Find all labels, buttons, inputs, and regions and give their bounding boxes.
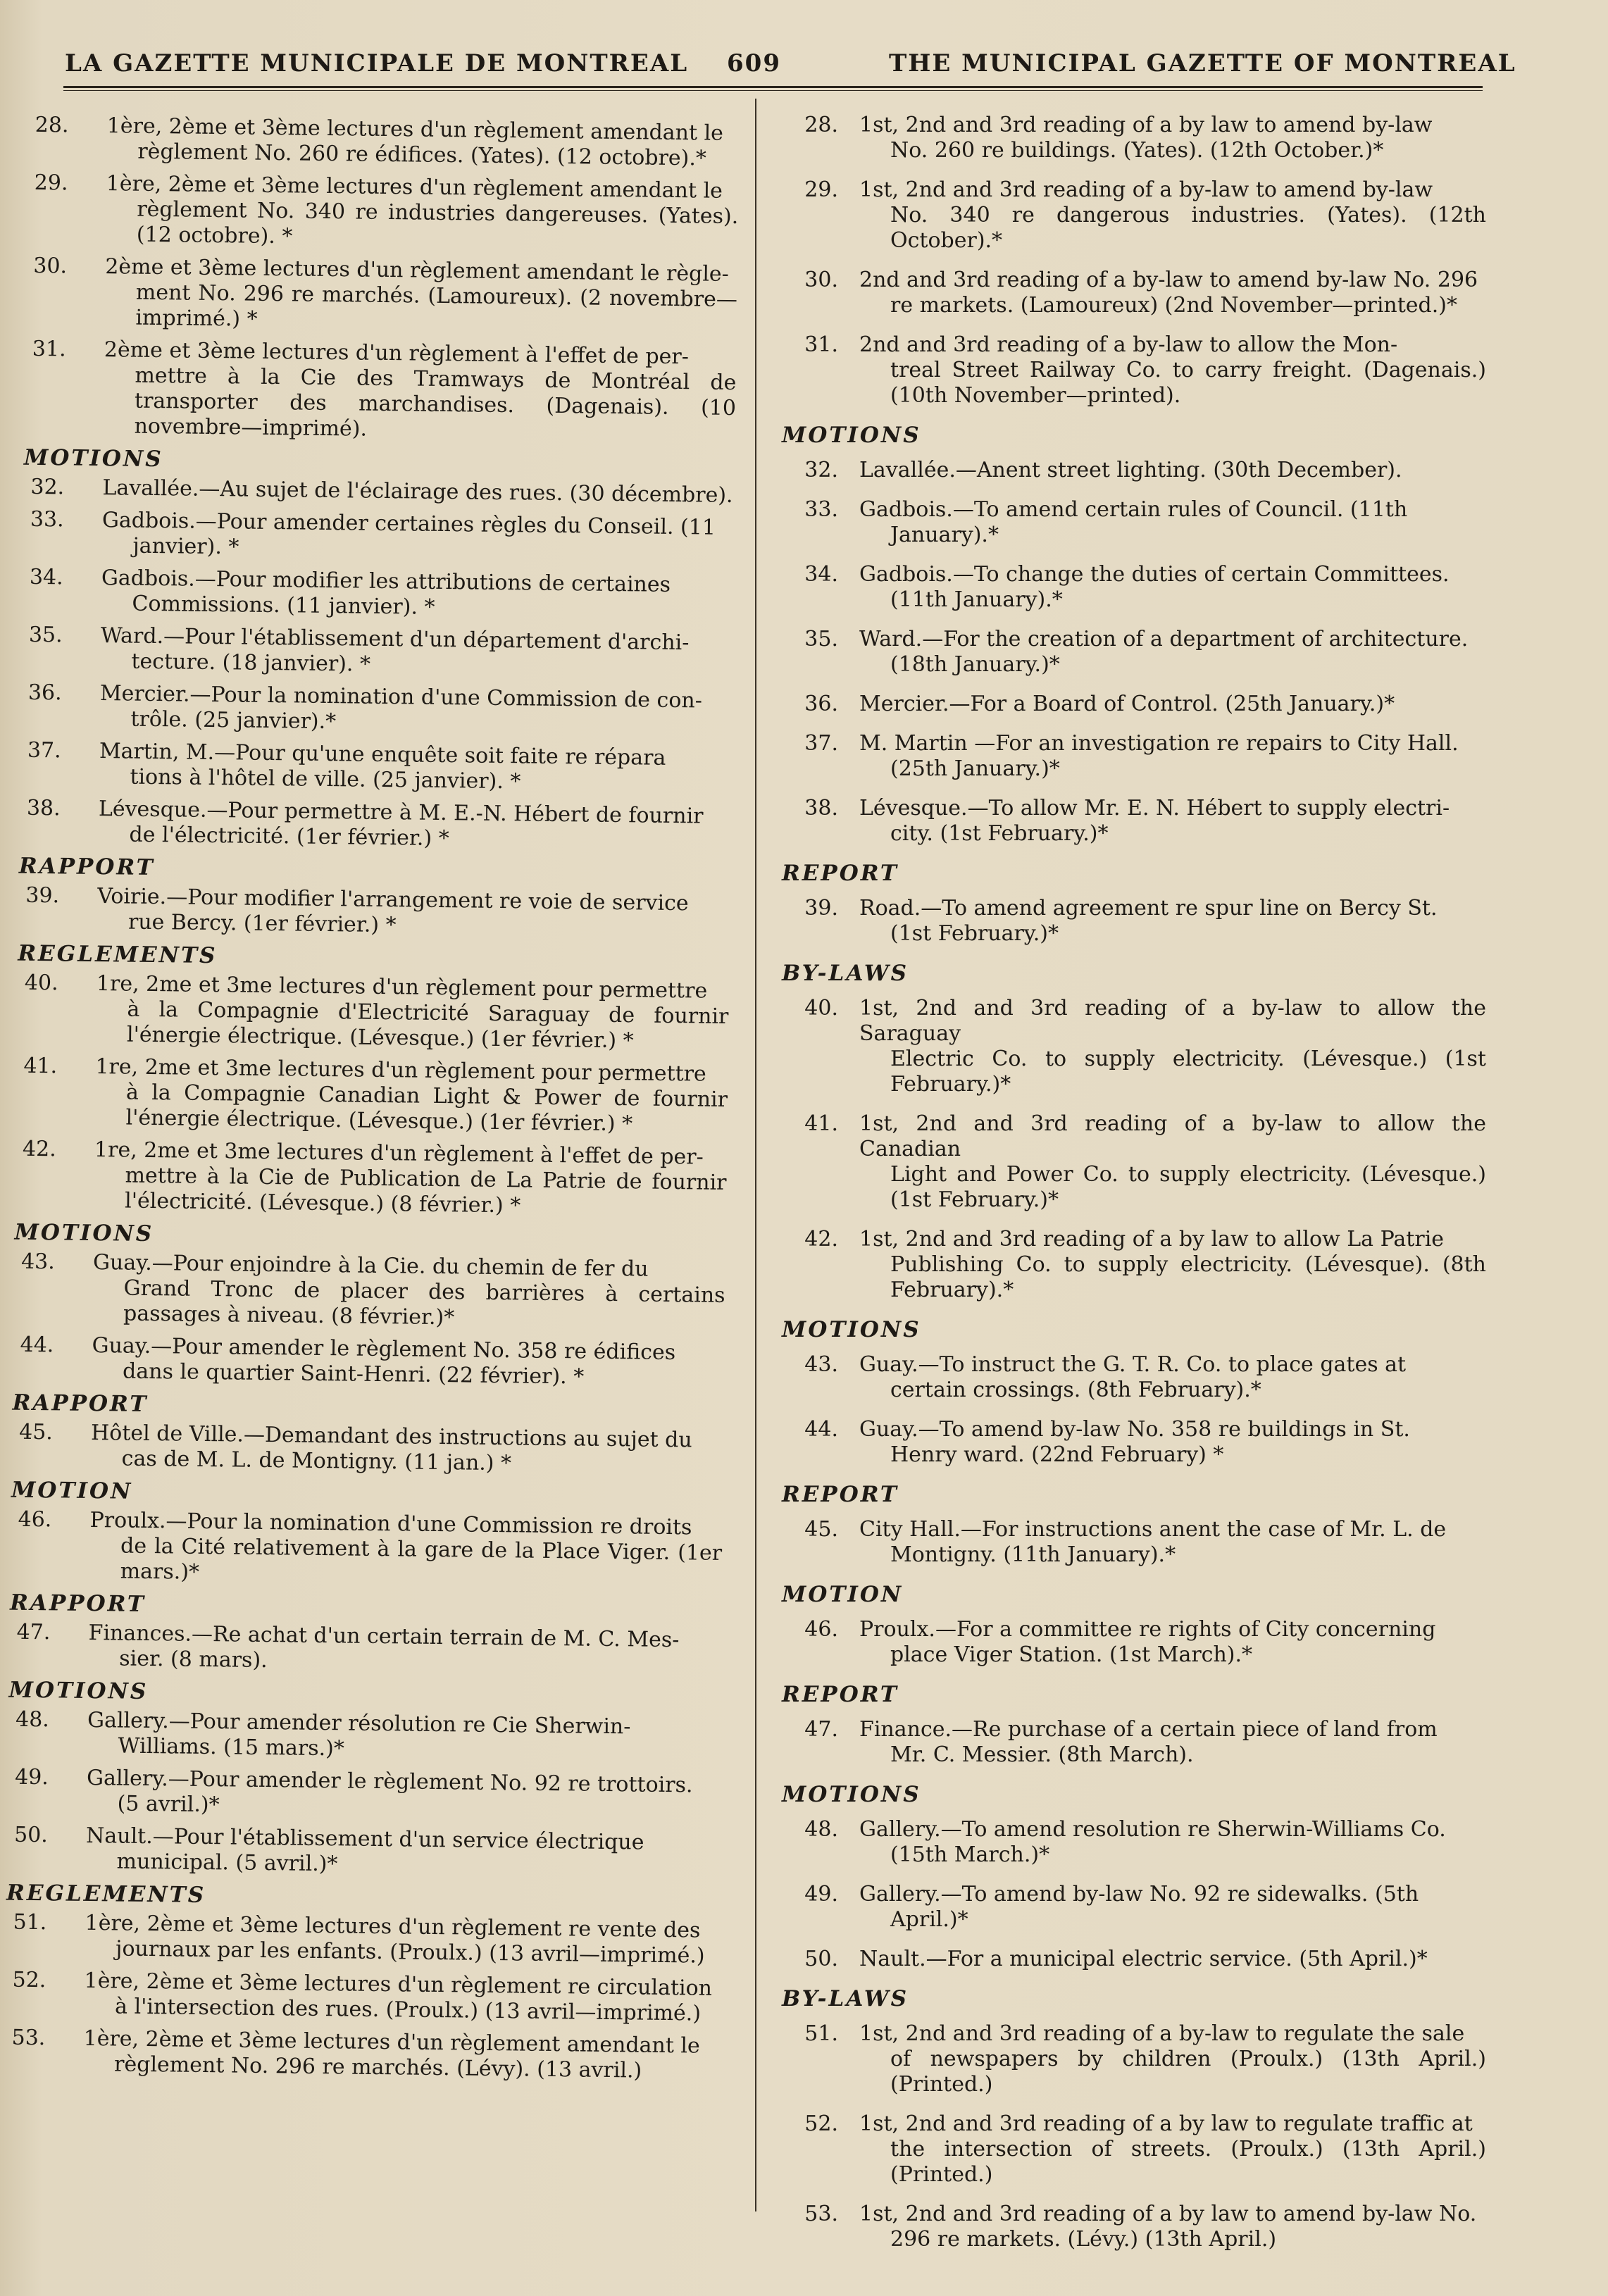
entry-number: 45. [804,1517,838,1542]
entry-number: 47. [16,1619,51,1645]
entry-number: 30. [33,253,68,279]
entry-number: 46. [18,1506,52,1533]
entry-text: 1re, 2me et 3me lectures d'un règlement à l'effet de per- [94,1137,704,1170]
entry-number: 53. [11,2025,46,2051]
entry-text: Nault.—Pour l'établissement d'un service électrique [85,1823,644,1855]
entry-text: Road.—To amend agreement re spur line on Bercy St. [859,896,1438,921]
entry-number: 50. [13,1822,49,1848]
entry-text-continued: rue Bercy. (1er février.) * [127,909,397,938]
entry-text: Hôtel de Ville.—Demandant des instructions au sujet du [90,1420,692,1453]
section-heading: MOTIONS [782,423,921,448]
entry-number: 36. [804,692,838,716]
entry-text-continued: (25th January.)* [890,756,1060,781]
header-rule [63,86,1483,88]
entry-number: 31. [32,336,66,362]
agenda-entry [782,562,1486,613]
header-page-number: 609 [727,49,781,77]
entry-text: 1st, 2nd and 3rd reading of a by law to amend by-law No. [859,2202,1477,2226]
agenda-entry [32,336,737,447]
entry-text-continued: mettre à la Cie de Publication de La Patrie de fournir l'électricité. (Lévesque.) (8 février.) * [124,1163,727,1218]
agenda-entry [28,622,733,682]
entry-text-continued: à l'intersection des rues. (Proulx.) (13 avril—imprimé.) [114,1994,702,2026]
entry-text-continued: 296 re markets. (Lévy.) (13th April.) [890,2227,1277,2252]
entry-number: 49. [804,1882,838,1907]
entry-number: 28. [804,113,838,137]
entry-text: 1ère, 2ème et 3ème lectures d'un règlement amendant le [83,2026,700,2059]
agenda-entry [23,1053,728,1138]
entry-text-continued: à la Compagnie Canadian Light & Power de fournir l'énergie électrique. (Lévesque.) (1er février.) * [125,1080,728,1137]
entry-text-continued: règlement No. 296 re marchés. (Lévy). (13 avril.) [113,2052,642,2083]
agenda-entry [782,2111,1486,2188]
agenda-entry [33,253,738,338]
entry-text: 1re, 2me et 3me lectures d'un règlement pour permettre [96,971,708,1004]
entry-text: Martin, M.—Pour qu'une enquête soit faite re répara [99,739,666,770]
entry-text: Gadbois.—To amend certain rules of Council. (11th [859,497,1408,522]
entry-number: 32. [30,474,65,500]
entry-text: Finance.—Re purchase of a certain piece of land from [859,1717,1438,1742]
entry-text: M. Martin —For an investigation re repairs to City Hall. [859,731,1459,756]
agenda-entry [782,1817,1486,1868]
agenda-entry [782,1882,1486,1933]
agenda-entry [14,1764,719,1824]
entry-text: Finances.—Re achat d'un certain terrain de M. C. Mes- [88,1620,680,1653]
entry-text: 2ème et 3ème lectures d'un règlement amendant le règle- [105,254,730,287]
entry-text: Voirie.—Pour modifier l'arrangement re voie de service [97,884,689,916]
section-heading: MOTIONS [14,1219,154,1247]
entry-text-continued: Montigny. (11th January).* [890,1542,1176,1567]
entry-text: Gallery.—Pour amender résolution re Cie Sherwin- [87,1707,631,1740]
entry-text-continued: dans le quartier Saint-Henri. (22 février). * [122,1359,585,1390]
entry-number: 34. [29,564,63,590]
entry-number: 35. [804,627,838,651]
agenda-entry [782,1517,1486,1568]
entry-number: 38. [804,796,838,821]
entry-text-continued: cas de M. L. de Montigny. (11 jan.) * [121,1446,512,1476]
entry-text: 1ère, 2ème et 3ème lectures d'un règlement re vente des [85,1910,701,1943]
entry-number: 29. [34,170,68,196]
entry-text: Mercier.—For a Board of Control. (25th January.)* [859,692,1395,716]
entry-text-continued: Commissions. (11 janvier). * [132,591,435,620]
section-heading: MOTION [11,1477,133,1504]
entry-number: 40. [24,970,58,996]
entry-text: 1st, 2nd and 3rd reading of a by law to regulate traffic at [859,2111,1473,2136]
entry-number: 45. [18,1419,54,1445]
entry-number: 34. [804,562,838,587]
entry-text-continued: of newspapers by children (Proulx.) (13th April.) (Printed.) [890,2047,1486,2097]
entry-number: 43. [804,1352,838,1377]
entry-text: City Hall.—For instructions anent the case of Mr. L. de [859,1517,1447,1542]
entry-text: Ward.—For the creation of a department of architecture. [859,627,1469,651]
entry-text: 1st, 2nd and 3rd reading of a by-law to amend by-law [859,177,1433,202]
entry-text-continued: mettre à la Cie des Tramways de Montréal de transporter des marchandises. (Dagenais). (10 novembre—imprimé). [134,363,737,442]
agenda-entry [27,680,733,740]
entry-text: 1st, 2nd and 3rd reading of a by law to amend by-law [859,113,1433,137]
section-heading: MOTIONS [782,1782,921,1807]
section-heading: RAPPORT [12,1390,149,1417]
entry-text: Proulx.—For a committee re rights of City concerning [859,1617,1436,1642]
entry-text-continued: sier. (8 mars). [118,1646,268,1673]
entry-text: Gallery.—To amend by-law No. 92 re sidewalks. (5th [859,1882,1419,1907]
entry-text: Gadbois.—Pour modifier les attributions de certaines [101,566,671,597]
entry-text-continued: (1st February.)* [890,921,1059,946]
entry-text-continued: Williams. (15 mars.)* [118,1733,345,1761]
section-heading: REPORT [782,861,899,886]
entry-text-continued: janvier). * [132,533,239,560]
entry-number: 31. [804,332,838,357]
entry-number: 53. [804,2202,838,2226]
entry-number: 38. [26,795,61,821]
entry-text: Lavallée.—Au sujet de l'éclairage des rues. (30 décembre). [102,475,733,509]
entry-text: 1st, 2nd and 3rd reading of a by-law to regulate the sale [859,2021,1465,2046]
entry-number: 41. [804,1111,838,1136]
entry-text: 1ère, 2ème et 3ème lectures d'un règlement amendant le [106,113,724,146]
entry-text: 1ère, 2ème et 3ème lectures d'un règlement amendant le [106,171,723,204]
agenda-entry [16,1619,721,1679]
entry-text-continued: règlement No. 260 re édifices. (Yates). (12 octobre).* [137,139,707,171]
entry-text: Guay.—Pour enjoindre à la Cie. du chemin de fer du [92,1250,649,1282]
agenda-entry [782,1111,1486,1213]
entry-number: 49. [14,1764,49,1790]
entry-text-continued: place Viger Station. (1st March).* [890,1642,1253,1667]
entry-text: 1re, 2me et 3me lectures d'un règlement pour permettre [95,1054,706,1087]
entry-number: 48. [15,1707,50,1733]
section-heading: REGLEMENTS [6,1880,206,1909]
section-heading: MOTIONS [782,1317,921,1342]
agenda-entry [782,627,1486,678]
entry-text-continued: ment No. 296 re marchés. (Lamoureux). (2 novembre—imprimé.) * [135,280,738,332]
agenda-entry [13,1909,718,1969]
entry-text-continued: Light and Power Co. to supply electricity. (Lévesque.) (1st February.)* [890,1162,1486,1212]
entry-text-continued: Henry ward. (22nd February) * [890,1442,1224,1467]
entry-text: 1st, 2nd and 3rd reading of a by-law to allow the Saraguay [859,996,1486,1046]
entry-text-continued: Mr. C. Messier. (8th March). [890,1742,1194,1767]
agenda-entry [13,1822,718,1882]
entry-text: 2nd and 3rd reading of a by-law to amend by-law No. 296 [859,268,1478,292]
entry-number: 33. [30,506,64,532]
entry-number: 33. [804,497,838,522]
agenda-entry [782,2021,1486,2097]
entry-text: Proulx.—Pour la nomination d'une Commission re droits [89,1507,692,1540]
entry-text: Mercier.—Pour la nomination d'une Commission de con- [99,681,703,713]
entry-text-continued: January).* [890,523,999,547]
agenda-entry [782,1717,1486,1768]
entry-number: 51. [13,1909,47,1935]
entry-text-continued: Publishing Co. to supply electricity. (Lévesque). (8th February).* [890,1252,1486,1302]
agenda-entry [30,506,735,566]
english-column [782,113,1486,2266]
section-heading: BY-LAWS [782,961,909,986]
entry-text-continued: de la Cité relativement à la gare de la Place Viger. (1er mars.)* [120,1533,723,1585]
entry-number: 32. [804,458,838,482]
agenda-entry [29,564,734,624]
section-heading: REGLEMENTS [18,940,218,969]
agenda-entry [782,1617,1486,1668]
entry-number: 52. [12,1967,46,1993]
entry-number: 41. [23,1053,58,1079]
entry-number: 28. [35,112,69,138]
entry-text: Lévesque.—To allow Mr. E. N. Hébert to supply electri- [859,796,1450,821]
entry-text-continued: city. (1st February.)* [890,821,1109,846]
entry-text-continued: à la Compagnie d'Electricité Saraguay de fournir l'énergie électrique. (Lévesque.) (1er février.) * [126,997,729,1054]
entry-text: Gadbois.—Pour amender certaines règles du Conseil. (11 [101,508,716,540]
agenda-entry [18,1419,723,1479]
section-heading: MOTIONS [23,444,163,473]
entry-number: 46. [804,1617,838,1642]
agenda-entry [24,970,729,1055]
entry-text-continued: No. 340 re dangerous industries. (Yates). (12th October).* [890,203,1486,253]
entry-text-continued: règlement No. 340 re industries dangereuses. (Yates). (12 octobre). * [136,196,739,249]
agenda-entry [782,796,1486,847]
agenda-entry [782,996,1486,1097]
entry-text-continued: de l'électricité. (1er février.) * [129,822,449,851]
agenda-entry [782,113,1486,163]
entry-number: 42. [804,1227,838,1252]
entry-number: 44. [804,1417,838,1442]
entry-text: 1st, 2nd and 3rd reading of a by-law to allow the Canadian [859,1111,1486,1161]
entry-text: Lavallée.—Anent street lighting. (30th December). [859,458,1402,482]
entry-text: Guay.—To instruct the G. T. R. Co. to place gates at [859,1352,1407,1377]
entry-text-continued: (11th January).* [890,587,1063,612]
agenda-entry [782,177,1486,254]
agenda-entry [35,112,740,172]
agenda-entry [782,458,1486,483]
entry-text-continued: re markets. (Lamoureux) (2nd November—printed.)* [890,293,1458,318]
agenda-entry [34,170,739,255]
entry-text-continued: journaux par les enfants. (Proulx.) (13 avril—imprimé.) [115,1936,705,1969]
entry-text: Guay.—Pour amender le règlement No. 358 re édifices [92,1333,676,1366]
entry-text: 2ème et 3ème lectures d'un règlement à l'effet de per- [104,337,690,370]
entry-number: 30. [804,268,838,292]
entry-text: Gallery.—Pour amender le règlement No. 92 re trottoirs. [86,1765,693,1798]
entry-number: 51. [804,2021,838,2046]
entry-text-continued: tions à l'hôtel de ville. (25 janvier). * [130,764,521,794]
agenda-entry [782,2202,1486,2252]
agenda-entry [30,474,735,509]
entry-text-continued: the intersection of streets. (Proulx.) (13th April.) (Printed.) [890,2137,1486,2187]
agenda-entry [782,896,1486,947]
agenda-entry [25,882,730,942]
section-heading: MOTION [782,1582,904,1607]
column-divider [755,99,756,2211]
agenda-entry [22,1136,727,1221]
entry-text: Lévesque.—Pour permettre à M. E.-N. Hébert de fournir [98,797,704,829]
agenda-entry [782,1352,1486,1403]
entry-text-continued: certain crossings. (8th February).* [890,1378,1261,1402]
section-heading: REPORT [782,1482,899,1507]
entry-text: Guay.—To amend by-law No. 358 re buildings in St. [859,1417,1410,1442]
agenda-entry [782,497,1486,548]
agenda-entry [782,692,1486,717]
french-column [6,112,740,2092]
entry-text: Nault.—For a municipal electric service. (5th April.)* [859,1947,1428,1971]
agenda-entry [782,332,1486,408]
agenda-entry [782,1227,1486,1303]
entry-number: 43. [20,1249,55,1275]
agenda-entry [15,1707,720,1766]
entry-text: 1st, 2nd and 3rd reading of a by law to allow La Patrie [859,1227,1445,1252]
entry-text: Gallery.—To amend resolution re Sherwin-Williams Co. [859,1817,1446,1842]
section-heading: RAPPORT [9,1590,147,1617]
agenda-entry [11,2025,716,2085]
agenda-entry [782,1947,1486,1972]
entry-number: 48. [804,1817,838,1842]
entry-number: 42. [22,1136,56,1162]
entry-text-continued: (5 avril.)* [117,1791,220,1818]
entry-number: 35. [28,622,63,648]
agenda-entry [782,268,1486,318]
entry-text-continued: municipal. (5 avril.)* [116,1849,338,1877]
agenda-entry [20,1332,725,1392]
entry-text: 2nd and 3rd reading of a by-law to allow the Mon- [859,332,1398,357]
entry-text-continued: No. 260 re buildings. (Yates). (12th October.)* [890,138,1384,163]
entry-number: 47. [804,1717,838,1742]
section-heading: RAPPORT [18,853,155,881]
entry-number: 39. [804,896,838,921]
entry-number: 40. [804,996,838,1021]
agenda-entry [782,1417,1486,1468]
entry-text: 1ère, 2ème et 3ème lectures d'un règlement re circulation [84,1968,713,2001]
entry-text-continued: tecture. (18 janvier). * [131,649,371,677]
entry-number: 44. [20,1332,54,1358]
entry-text-continued: April.)* [890,1907,968,1932]
agenda-entry [20,1249,725,1334]
agenda-entry [18,1506,723,1592]
entry-number: 37. [27,737,61,763]
agenda-entry [27,737,732,797]
entry-text-continued: (15th March.)* [890,1842,1050,1867]
entry-number: 36. [27,680,62,706]
entry-number: 52. [804,2111,838,2136]
header-right-title: THE MUNICIPAL GAZETTE OF MONTREAL [889,49,1516,77]
entry-text-continued: treal Street Railway Co. to carry freight. (Dagenais.) (10th November—printed). [890,358,1486,408]
section-heading: MOTIONS [8,1677,149,1705]
entry-text: Gadbois.—To change the duties of certain Committees. [859,562,1450,587]
entry-number: 29. [804,177,838,202]
entry-text-continued: trôle. (25 janvier).* [130,706,337,735]
entry-text-continued: (18th January.)* [890,652,1060,677]
entry-text-continued: Grand Tronc de placer des barrières à certains passages à niveau. (8 février.)* [123,1275,725,1330]
entry-number: 39. [25,882,60,909]
entry-number: 37. [804,731,838,756]
entry-text-continued: Electric Co. to supply electricity. (Lévesque.) (1st February.)* [890,1047,1486,1097]
entry-text: Ward.—Pour l'établissement d'un département d'archi- [100,623,690,656]
header-rule-thin [63,90,1483,91]
section-heading: REPORT [782,1682,899,1707]
entry-number: 50. [804,1947,838,1971]
agenda-entry [782,731,1486,782]
header-left-title: LA GAZETTE MUNICIPALE DE MONTREAL [65,49,689,77]
agenda-entry [26,795,731,855]
section-heading: BY-LAWS [782,1986,909,2011]
agenda-entry [12,1967,717,2027]
